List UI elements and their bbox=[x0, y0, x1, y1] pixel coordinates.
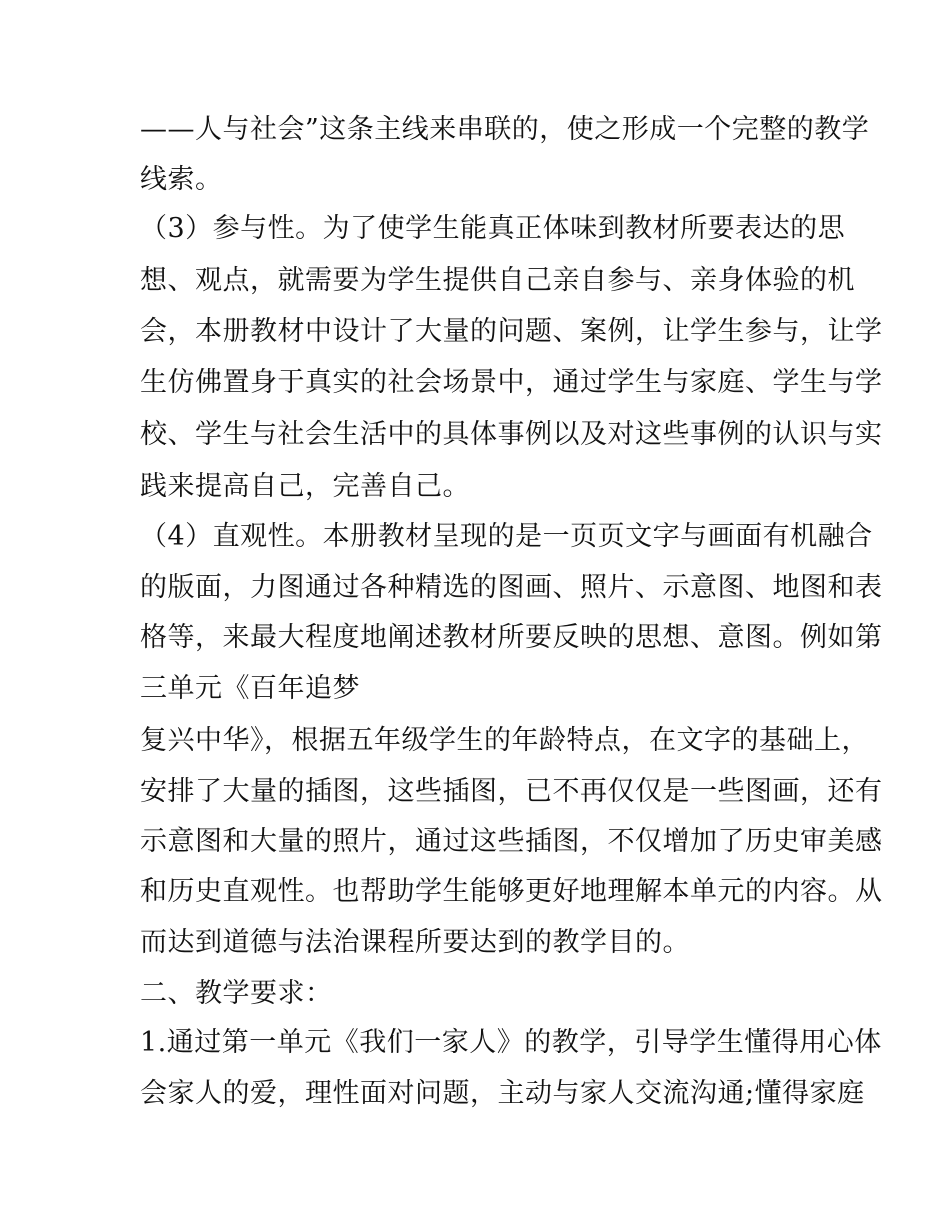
text-line: 的版面，力图通过各种精选的图画、照片、示意图、地图和表 bbox=[140, 572, 883, 603]
section-heading: 二、教学要求： bbox=[140, 978, 333, 1009]
text-line: 会，本册教材中设计了大量的问题、案例，让学生参与，让学 bbox=[140, 316, 883, 347]
text-line: ——人与社会”这条主线来串联的，使之形成一个完整的教学 bbox=[140, 114, 870, 145]
text-line: 示意图和大量的照片，通过这些插图，不仅增加了历史审美感 bbox=[140, 826, 883, 857]
text-line: 线索。 bbox=[140, 164, 223, 195]
text-line: 而达到道德与法治课程所要达到的教学目的。 bbox=[140, 927, 690, 958]
text-line: （4）直观性。本册教材呈现的是一页页文字与画面有机融合 bbox=[140, 521, 873, 552]
text-line: 三单元《百年追梦 bbox=[140, 673, 360, 704]
text-line: 和历史直观性。也帮助学生能够更好地理解本单元的内容。从 bbox=[140, 876, 883, 907]
text-line: 安排了大量的插图，这些插图，已不再仅仅是一些图画，还有 bbox=[140, 776, 883, 807]
text-line: 复兴中华》，根据五年级学生的年龄特点，在文字的基础上， bbox=[140, 725, 869, 756]
text-line: 践来提高自己，完善自己。 bbox=[140, 471, 470, 502]
text-line: 1.通过第一单元《我们一家人》的教学，引导学生懂得用心体 bbox=[140, 1027, 882, 1058]
text-line: 生仿佛置身于真实的社会场景中，通过学生与家庭、学生与学 bbox=[140, 367, 883, 398]
text-line: 校、学生与社会生活中的具体事例以及对这些事例的认识与实 bbox=[140, 419, 883, 450]
text-line: （3）参与性。为了使学生能真正体味到教材所要表达的思 bbox=[140, 213, 846, 244]
text-line: 会家人的爱，理性面对问题，主动与家人交流沟通;懂得家庭 bbox=[140, 1078, 865, 1109]
text-line: 想、观点，就需要为学生提供自己亲自参与、亲身体验的机 bbox=[140, 265, 855, 296]
text-line: 格等，来最大程度地阐述教材所要反映的思想、意图。例如第 bbox=[140, 622, 883, 653]
